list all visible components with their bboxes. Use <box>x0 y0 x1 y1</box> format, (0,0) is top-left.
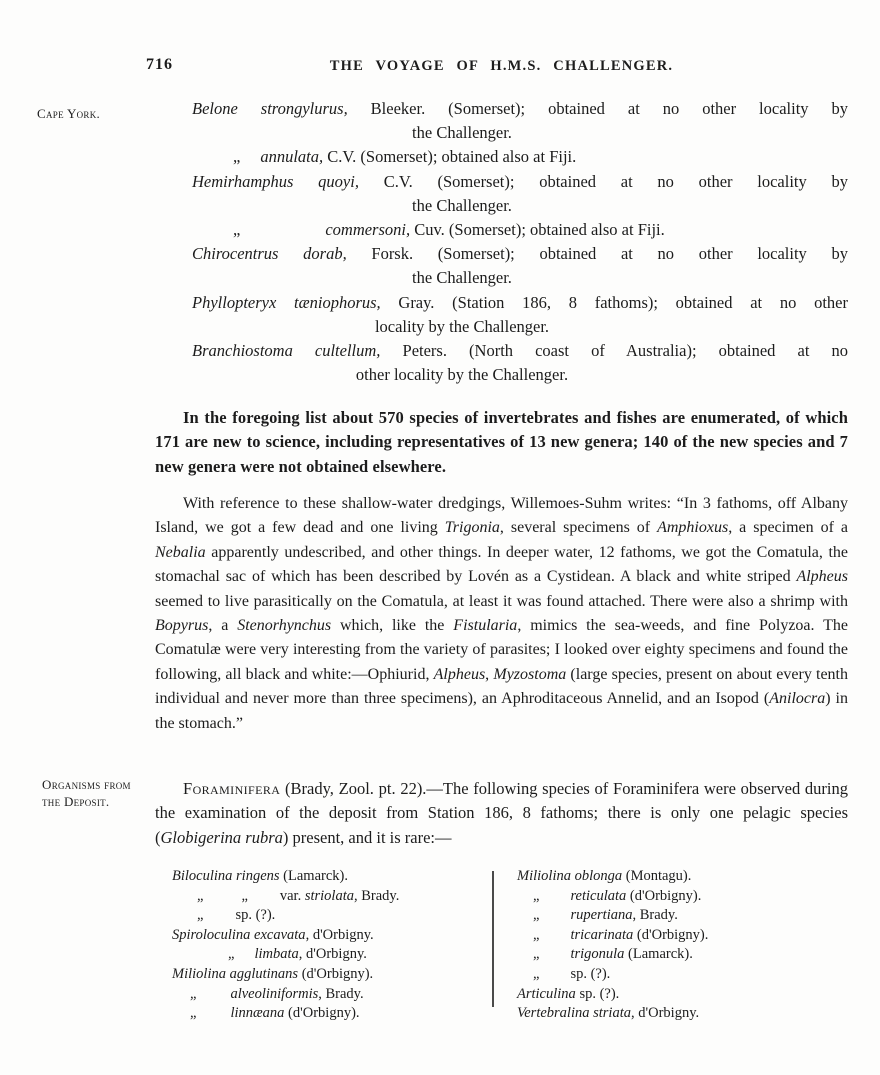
foram-row: Articulina sp. (?). <box>517 985 620 1002</box>
foram-row: Miliolina oblonga (Montagu). <box>517 868 692 884</box>
paragraph-species-summary: In the foregoing list about 570 species of invertebrates and fishes are enumerated, of which 171 are new to science, including representatives of 13 new genera; 140 of the new species and 7 new genera were not obtained elsewhere. <box>155 408 848 476</box>
foram-row: „ tricarinata (d'Orbigny). <box>533 926 709 943</box>
species-entry-line: Chirocentrus dorab, Forsk. (Somerset); obtained at no other locality by <box>192 244 848 264</box>
foram-row: „ reticulata (d'Orbigny). <box>533 887 702 904</box>
running-title: THE VOYAGE OF H.M.S. CHALLENGER. <box>329 58 674 74</box>
foram-row: „ alveoliniformis, Brady. <box>190 985 364 1002</box>
foram-row: „ „ var. striolata, Brady. <box>197 887 400 904</box>
species-entry-line: „ annulata, C.V. (Somerset); obtained also at Fiji. <box>233 147 577 167</box>
foram-column-right <box>517 867 847 1024</box>
species-entry-continuation: other locality by the Challenger. <box>355 365 569 385</box>
species-entry-belone-strongylurus <box>192 97 848 145</box>
foram-row: „ sp. (?). <box>197 907 276 924</box>
fish-species-list <box>155 97 848 387</box>
foraminifera-species-list <box>155 867 848 1027</box>
species-entry-hemirhamphus-quoyi <box>192 170 848 218</box>
species-entry-phyllopteryx-taeniophorus <box>192 291 848 339</box>
paragraph-foraminifera-intro: Foraminifera (Brady, Zool. pt. 22).—The following species of Foraminifera were observed during the examination of the deposit from Station 186, 8 fathoms; there is only one pelagic species (Globigerina rubra) present, and it is rare:— <box>155 779 848 847</box>
margin-note-organisms-from-deposit <box>42 776 172 810</box>
paragraph-willemoes-suhm-quote: With reference to these shallow-water dredgings, Willemoes-Suhm writes: “In 3 fathoms, off Albany Island, we got a few dead and one living Trigonia, several specimens of Amphioxus, a specimen of a Nebalia apparently undescribed, and other things. In deeper water, 12 fathoms, we got the Comatula, the stomachal sac of which has been described by Lovén as a Cystidean. A black and white striped Alpheus seemed to live parasitically on the Comatula, at least it was found attached. There were also a shrimp with Bopyrus, a Stenorhynchus which, like the Fistularia, mimics the sea-weeds, and fine Polyzoa. The Comatulæ were very interesting from the variety of parasites; I looked over eighty specimens and found the following, all black and white:—Ophiurid, Alpheus, Myzostoma (large species, present on about every tenth individual and never more than three specimens), an Aphroditaceous Annelid, and an Isopod (Anilocra) in the stomach.” <box>155 495 849 732</box>
foram-column-left <box>172 867 482 1024</box>
margin-note-cape-york: Cape York. <box>37 106 101 121</box>
species-entry-line: „ commersoni, Cuv. (Somerset); obtained also at Fiji. <box>233 220 665 240</box>
foram-row: „ linnæana (d'Orbigny). <box>190 1005 360 1022</box>
species-entry-line: Belone strongylurus, Bleeker. (Somerset); obtained at no other locality by <box>192 99 848 118</box>
foram-row: „ sp. (?). <box>533 965 611 982</box>
foram-row: „ trigonula (Lamarck). <box>533 946 693 963</box>
species-entry-continuation: the Challenger. <box>412 195 512 215</box>
foram-row: Vertebralina striata, d'Orbigny. <box>517 1005 700 1022</box>
species-entry-line: Hemirhamphus quoyi, C.V. (Somerset); obtained at no other locality by <box>192 171 848 191</box>
foram-row: Spiroloculina excavata, d'Orbigny. <box>172 926 374 943</box>
species-entry-continuation: locality by the Challenger. <box>374 316 550 336</box>
foram-row: Miliolina agglutinans (d'Orbigny). <box>172 965 374 982</box>
margin-note-organisms-line2: the Deposit. <box>42 794 110 809</box>
column-divider-rule <box>492 871 494 1007</box>
foram-row: „ rupertiana, Brady. <box>533 907 678 924</box>
margin-note-organisms-line1: Organisms from <box>42 777 131 792</box>
page-number: 716 <box>146 56 173 73</box>
foram-row: Biloculina ringens (Lamarck). <box>172 868 348 884</box>
species-entry-chirocentrus-dorab <box>192 242 848 290</box>
species-entry-line: Branchiostoma cultellum, Peters. (North coast of Australia); obtained at no <box>192 341 848 361</box>
species-entry-continuation: the Challenger. <box>412 123 512 143</box>
species-entry-continuation: the Challenger. <box>412 268 512 288</box>
species-entry-line: Phyllopteryx tæniophorus, Gray. (Station 186, 8 fathoms); obtained at no other <box>192 292 848 312</box>
species-entry-hemirhamphus-commersoni <box>192 218 848 242</box>
species-entry-belone-annulata <box>192 145 848 169</box>
species-entry-branchiostoma-cultellum <box>192 339 848 387</box>
foram-row: „ limbata, d'Orbigny. <box>228 946 367 963</box>
